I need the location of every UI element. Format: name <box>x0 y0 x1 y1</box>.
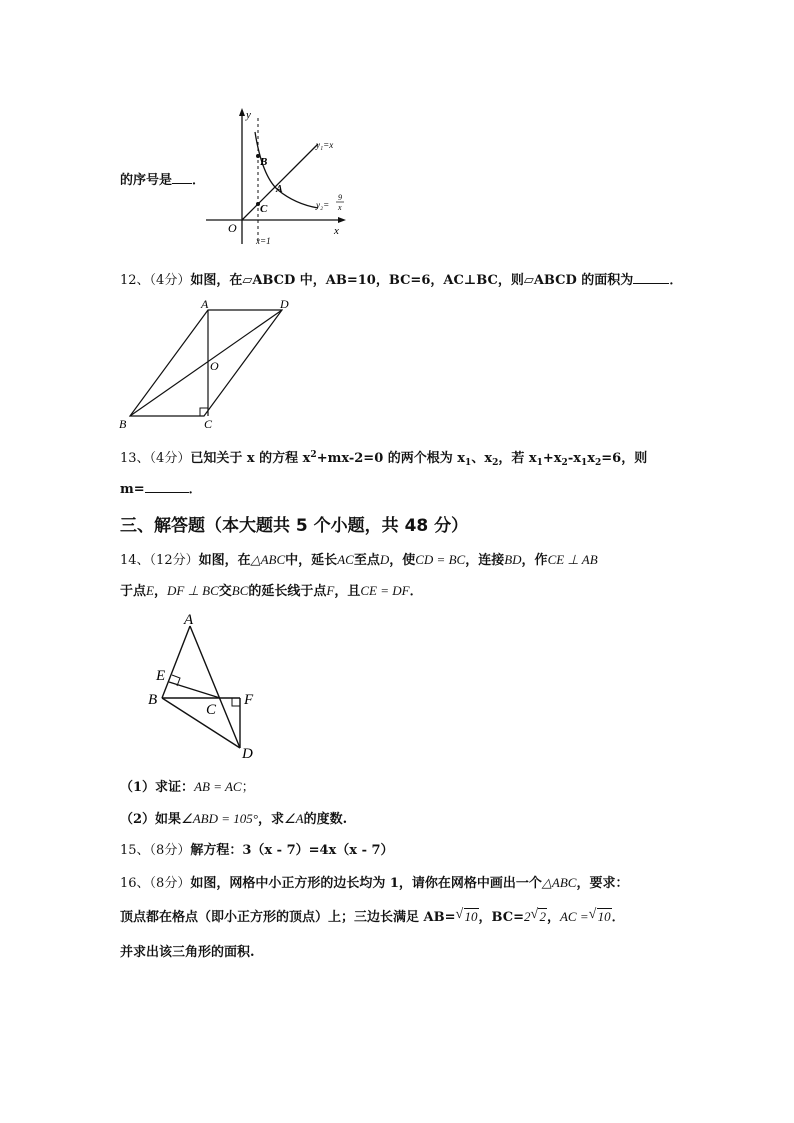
y2-fraction-denominator: x <box>338 203 342 212</box>
q16-line3: 并求出该三角形的面积. <box>120 945 255 960</box>
y1-line <box>242 144 318 220</box>
q14-l1-perp: CE ⊥ AB <box>547 552 598 567</box>
q12-prefix: 12、（4分） <box>120 273 191 288</box>
vertex-a-label: A <box>201 297 209 311</box>
point-c-label: C <box>260 203 268 215</box>
q14-l2-bc: BC <box>231 583 249 598</box>
q13-end: ． <box>188 482 202 497</box>
y2-fraction-numerator: 9 <box>338 193 342 202</box>
q14-l1-g: ，作 <box>521 553 548 568</box>
q13-text-h: =6，则 <box>601 451 648 466</box>
q14-l1-d: D <box>379 552 390 567</box>
vertex-a-label: A <box>184 612 194 628</box>
q14-line2 <box>120 582 423 601</box>
y1-line-label: y₁=x <box>316 140 334 150</box>
q11-tail-text: 的序号是 <box>120 173 173 188</box>
q14-l1-e: ，使 <box>389 553 416 568</box>
q16-ab-radical: √ 10 <box>455 907 478 924</box>
q11-tail <box>120 171 205 190</box>
q14-l2-b: ， <box>153 584 167 599</box>
section-3-title: 三、解答题（本大题共 5 个小题，共 48 分） <box>120 516 469 536</box>
q16-line1-text: 如图，网格中小正方形的边长均为 1，请你在网格中画出一个 <box>190 876 542 891</box>
q13-m-label: m= <box>120 482 145 497</box>
q13-text-b: +mx-2=0 的两个根为 x <box>316 451 466 466</box>
q13-answer-blank[interactable] <box>145 480 189 493</box>
q14-l2-end: ． <box>409 584 423 599</box>
q14-part2-text2: ，求 <box>257 812 284 827</box>
vertex-c-label: C <box>204 417 213 431</box>
q12-end: ． <box>669 273 683 288</box>
point-a-label: A <box>276 184 283 195</box>
q16-ab-radicand: 10 <box>464 909 478 924</box>
q11-tail-end: ． <box>192 173 206 188</box>
q13-sub-4: 2 <box>561 458 568 468</box>
q11-function-graph <box>200 104 360 252</box>
vertex-b-label: B <box>148 692 158 708</box>
q14-part1-label: （1） <box>120 780 156 795</box>
q15-prefix: 15、（8分） <box>120 843 191 858</box>
x-axis-label: x <box>334 225 339 237</box>
q14-triangle-figure <box>140 612 270 764</box>
q13-line2 <box>120 480 202 499</box>
point-d-label: D <box>242 746 253 762</box>
segment-ce <box>169 682 220 698</box>
x-axis-arrow <box>338 217 346 223</box>
q15-text: 解方程：3（x - 7）=4x（x - 7） <box>190 843 394 858</box>
q13-sup: 2 <box>310 450 317 460</box>
q14-l2-e: E <box>146 583 154 598</box>
q14-l1-c: 至点 <box>353 553 380 568</box>
vertex-d-label: D <box>280 297 289 311</box>
q16-ac-radicand: 10 <box>597 909 611 924</box>
q14-part2-end: 的度数. <box>303 812 348 827</box>
q16-bc-coefficient: 2 <box>523 909 531 924</box>
q14-part1 <box>120 778 255 797</box>
q14-l2-a: 于点 <box>120 584 147 599</box>
q14-l2-d: 的延长线于点 <box>248 584 327 599</box>
q15-stem <box>120 842 394 860</box>
q13-prefix: 13、（4分） <box>120 451 191 466</box>
origin-label: O <box>228 221 237 235</box>
q14-part2 <box>120 810 347 829</box>
point-e-label: E <box>156 668 166 684</box>
diagonal-bd <box>130 310 282 416</box>
q16-ac-radical: √ 10 <box>588 907 611 924</box>
q14-part2-angle: ∠A <box>283 811 304 826</box>
q14-l1-ac: AC <box>337 552 354 567</box>
q14-l1-b: 中，延长 <box>285 553 338 568</box>
q13-text-f: -x <box>567 451 581 466</box>
q13-sub-5: 1 <box>580 458 588 468</box>
q13-sub-1: 1 <box>465 458 472 468</box>
q13-text-d: ，若 x <box>498 451 537 466</box>
q11-answer-blank[interactable] <box>172 171 192 184</box>
segment-ad <box>190 626 240 748</box>
point-f-label: F <box>244 692 254 708</box>
q14-part2-math: ∠ABD = 105° <box>181 811 258 826</box>
q13-text-c: 、x <box>471 451 493 466</box>
q13-text-g: x <box>587 451 595 466</box>
q14-l2-perp: DF ⊥ BC <box>166 583 219 598</box>
y2-curve-label: y₂= <box>316 200 330 210</box>
point-b-label: B <box>260 156 268 168</box>
q14-line1 <box>120 551 598 570</box>
q13-sub-2: 2 <box>492 458 499 468</box>
q14-l2-f: F <box>326 583 335 598</box>
q13-stem <box>120 446 647 472</box>
q16-line2-a: 顶点都在格点（即小正方形的顶点）上；三边长满足 AB= <box>120 910 456 925</box>
q16-ac-math: AC = <box>559 909 589 924</box>
q16-line1-end: ，要求： <box>576 876 629 891</box>
q14-l1-f: ，连接 <box>465 553 505 568</box>
q14-part1-end: ； <box>241 780 255 795</box>
q16-line2-end: ． <box>611 910 625 925</box>
q16-line1-triangle: △ABC <box>541 875 577 890</box>
q14-l2-c: 交 <box>218 584 232 599</box>
vertex-c-label: C <box>206 702 217 718</box>
q14-l1-triangle: △ABC <box>250 552 286 567</box>
q14-part1-math: AB = AC <box>194 779 242 794</box>
q14-l2-eq: CE = DF <box>360 583 410 598</box>
q16-line1 <box>120 874 628 893</box>
q12-stem <box>120 271 682 290</box>
q14-part1-text: 求证： <box>155 780 195 795</box>
q12-text: 如图，在▱ABCD 中，AB=10，BC=6，AC⊥BC，则▱ABCD 的面积为 <box>190 273 634 288</box>
y2-curve <box>255 132 318 208</box>
q14-prefix: 14、（12分） <box>120 553 199 568</box>
y-axis-label: y <box>246 109 251 121</box>
q14-l1-bd: BD <box>504 552 522 567</box>
q13-sub-3: 1 <box>536 458 543 468</box>
q16-prefix: 16、（8分） <box>120 876 191 891</box>
q16-line2-c: ， <box>546 910 560 925</box>
q14-part2-text: 如果 <box>155 812 182 827</box>
vertex-b-label: B <box>119 417 127 431</box>
q16-bc-radicand: 2 <box>539 909 546 924</box>
center-o-label: O <box>210 359 219 373</box>
right-angle-mark-f <box>232 698 240 706</box>
q14-l1-eq: CD = BC <box>415 552 466 567</box>
q13-text-a: 已知关于 x 的方程 x <box>190 451 311 466</box>
q16-line2 <box>120 908 625 927</box>
x-equals-1-label: x=1 <box>256 236 271 246</box>
q14-l1-a: 如图，在 <box>198 553 251 568</box>
q14-l2-e2: ，且 <box>334 584 361 599</box>
q16-bc-radical: √ 2 <box>530 907 546 924</box>
q16-line2-b: ，BC= <box>478 910 524 925</box>
q14-part2-label: （2） <box>120 812 156 827</box>
y-axis-arrow <box>239 108 245 116</box>
q12-answer-blank[interactable] <box>633 271 669 284</box>
q12-parallelogram-figure <box>116 294 306 432</box>
q13-text-e: +x <box>542 451 562 466</box>
q13-sub-6: 2 <box>595 458 602 468</box>
segment-bd <box>162 698 240 748</box>
q13-equation <box>190 451 647 466</box>
